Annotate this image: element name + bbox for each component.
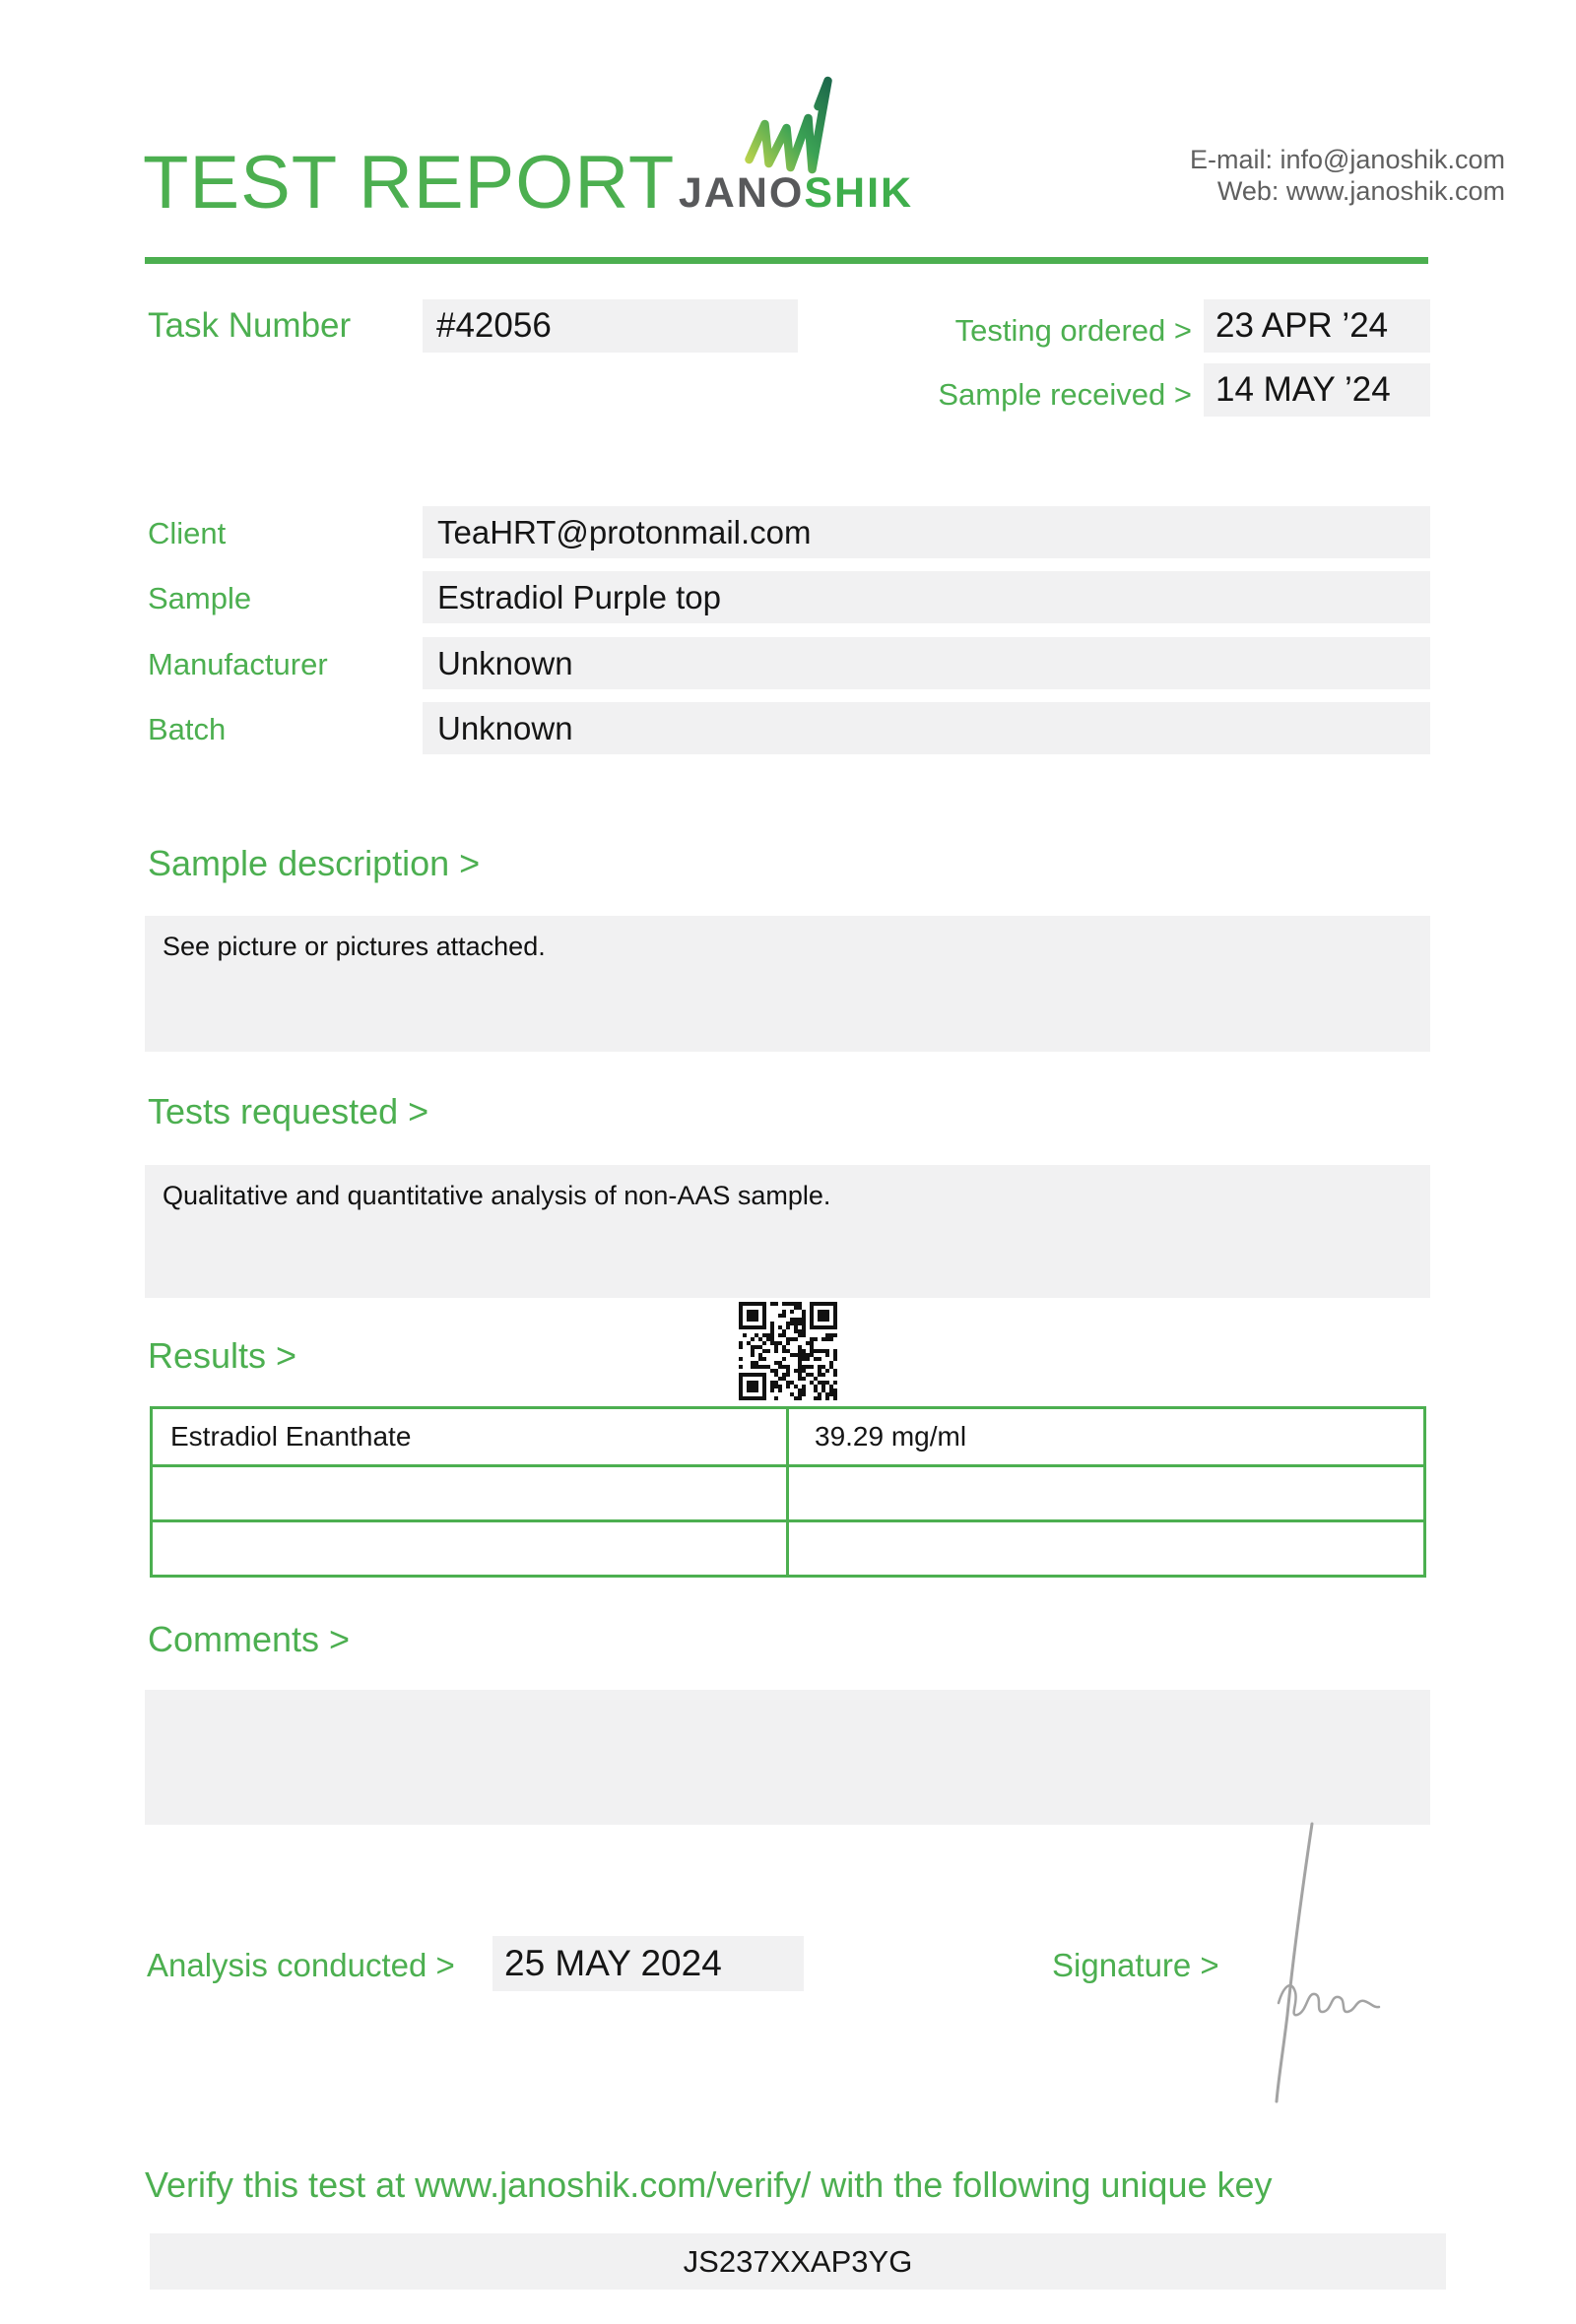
- testing-ordered-value: 23 APR ’24: [1204, 299, 1430, 353]
- batch-label: Batch: [148, 712, 227, 746]
- sample-label: Sample: [148, 581, 252, 615]
- contact-block: [985, 144, 1505, 207]
- sample-received-label: Sample received >: [938, 377, 1192, 412]
- janoshik-logotype: [678, 169, 914, 218]
- batch-value: Unknown: [423, 702, 1430, 754]
- testing-ordered-label: Testing ordered >: [954, 313, 1192, 348]
- analysis-conducted-label: Analysis conducted >: [147, 1947, 455, 1983]
- comments-box: [145, 1690, 1430, 1825]
- sample-description-heading: Sample description >: [148, 843, 481, 883]
- result-analyte-cell: [153, 1464, 786, 1519]
- result-analyte-cell: [153, 1519, 786, 1575]
- sample-value: Estradiol Purple top: [423, 571, 1430, 623]
- results-table: [150, 1406, 1426, 1578]
- tests-requested-text: Qualitative and quantitative analysis of non-AAS sample.: [163, 1181, 831, 1210]
- contact-email: E-mail: info@janoshik.com: [1189, 145, 1505, 174]
- janoshik-logo-mark: [741, 73, 839, 175]
- result-analyte-cell: Estradiol Enanthate: [170, 1421, 412, 1452]
- manufacturer-label: Manufacturer: [148, 647, 328, 681]
- result-value-cell: [786, 1519, 1423, 1575]
- tests-requested-heading: Tests requested >: [148, 1091, 429, 1131]
- header-divider: [145, 257, 1428, 264]
- sample-description-text: See picture or pictures attached.: [163, 932, 546, 961]
- client-value: TeaHRT@protonmail.com: [423, 506, 1430, 558]
- comments-heading: Comments >: [148, 1619, 351, 1659]
- task-number-label: Task Number: [148, 306, 352, 345]
- analysis-conducted-date: 25 MAY 2024: [492, 1936, 804, 1991]
- sample-received-value: 14 MAY ’24: [1204, 363, 1430, 417]
- signature-image: [1249, 1820, 1418, 2107]
- task-number-value: #42056: [423, 299, 798, 353]
- result-value-cell: [786, 1464, 1423, 1519]
- client-label: Client: [148, 516, 227, 550]
- contact-web: Web: www.janoshik.com: [1216, 176, 1505, 206]
- signature-label: Signature >: [1052, 1947, 1219, 1983]
- qr-code: [739, 1302, 837, 1400]
- tests-requested-box: [145, 1165, 1430, 1298]
- sample-description-box: [145, 916, 1430, 1052]
- results-heading: Results >: [148, 1335, 297, 1376]
- page-title: TEST REPORT: [143, 141, 676, 225]
- logotype-left: JANO: [678, 169, 805, 217]
- verify-instruction: Verify this test at www.janoshik.com/verify/ with the following unique key: [145, 2164, 1273, 2205]
- verify-key: JS237XXAP3YG: [150, 2233, 1446, 2290]
- result-value-cell: 39.29 mg/ml: [786, 1409, 1423, 1464]
- manufacturer-value: Unknown: [423, 637, 1430, 689]
- logotype-right: SHIK: [804, 169, 914, 217]
